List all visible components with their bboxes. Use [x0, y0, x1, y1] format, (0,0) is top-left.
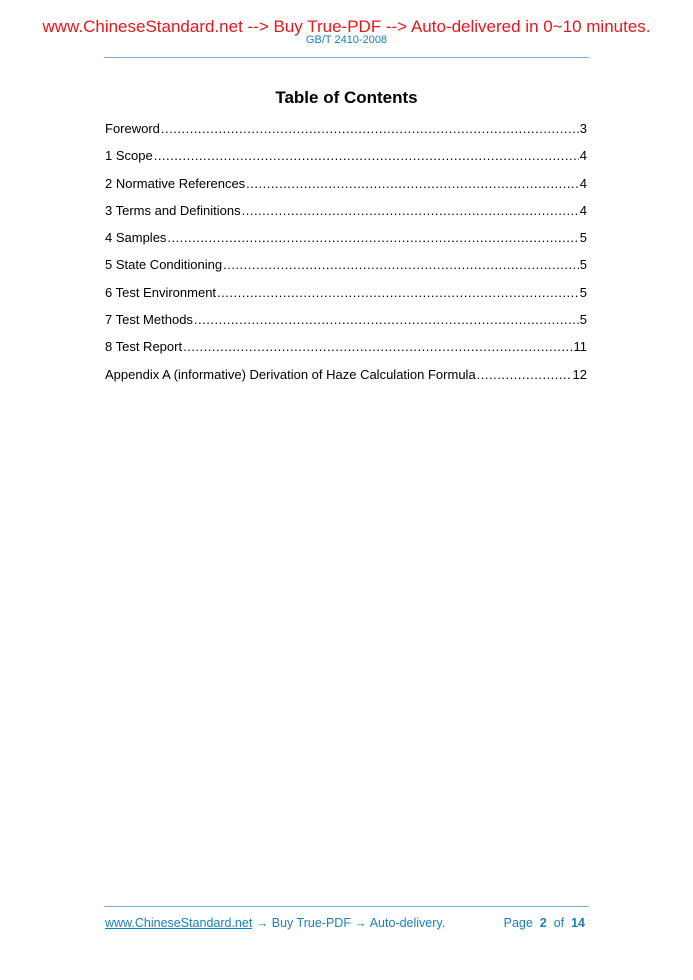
- footer-site-link[interactable]: www.ChineseStandard.net: [105, 916, 253, 930]
- toc-leader-dots: [167, 229, 578, 247]
- toc-entry-test-methods[interactable]: [105, 311, 587, 338]
- toc-leader-dots: [161, 120, 579, 138]
- toc-entry-foreword[interactable]: [105, 120, 587, 147]
- toc-entry-label: 7 Test Methods: [105, 312, 193, 328]
- toc-entry-samples[interactable]: [105, 229, 587, 256]
- page-label: Page: [503, 916, 533, 930]
- toc-entry-test-environment[interactable]: [105, 284, 587, 311]
- table-of-contents: [105, 120, 587, 393]
- toc-entry-page: 3: [579, 121, 587, 136]
- footer-buy-text: Buy True-PDF: [271, 916, 351, 930]
- toc-entry-page: 5: [579, 230, 587, 246]
- header-divider: [104, 57, 589, 58]
- toc-entry-scope[interactable]: [105, 147, 587, 174]
- toc-entry-label: 5 State Conditioning: [105, 257, 223, 273]
- toc-leader-dots: [242, 202, 579, 220]
- toc-leader-dots: [246, 175, 579, 193]
- promo-banner[interactable]: www.ChineseStandard.net --> Buy True-PDF --> Auto-delivered in 0~10 minutes.: [42, 17, 651, 36]
- toc-entry-page: 5: [579, 257, 587, 273]
- toc-leader-dots: [194, 311, 579, 329]
- toc-entry-label: Appendix A (informative) Derivation of Haze Calculation Formula: [105, 366, 476, 382]
- toc-entry-label: Foreword: [105, 121, 160, 136]
- toc-entry-page: 4: [579, 175, 587, 191]
- footer-divider: [104, 906, 589, 907]
- toc-entry-appendix-a[interactable]: [105, 366, 587, 393]
- page-indicator: [504, 915, 585, 931]
- toc-entry-page: 5: [579, 284, 587, 300]
- of-label: of: [553, 916, 565, 930]
- toc-entry-label: 3 Terms and Definitions: [105, 202, 241, 218]
- page-total: 14: [571, 916, 585, 930]
- toc-entry-page: 5: [579, 312, 587, 328]
- toc-title: Table of Contents: [275, 88, 418, 107]
- toc-leader-dots: [217, 284, 579, 302]
- document-number: GB/T 2410-2008: [305, 34, 388, 46]
- toc-entry-page: 4: [579, 202, 587, 218]
- toc-leader-dots: [154, 147, 579, 165]
- page-footer: [105, 915, 585, 931]
- toc-entry-label: 8 Test Report: [105, 339, 183, 355]
- toc-entry-state-conditioning[interactable]: [105, 256, 587, 283]
- toc-entry-test-report[interactable]: [105, 338, 587, 365]
- toc-entry-label: 2 Normative References: [105, 175, 246, 191]
- toc-entry-label: 1 Scope: [105, 148, 153, 164]
- toc-leader-dots: [223, 256, 579, 274]
- toc-leader-dots: [477, 366, 572, 384]
- arrow-right-icon: →: [350, 916, 370, 930]
- toc-entry-normative-references[interactable]: [105, 175, 587, 202]
- toc-entry-page: 12: [572, 366, 587, 382]
- toc-entry-page: 11: [573, 339, 587, 355]
- arrow-right-icon: →: [252, 916, 272, 930]
- toc-entry-label: 6 Test Environment: [105, 284, 217, 300]
- footer-delivery-text: Auto-delivery.: [369, 916, 446, 930]
- page-current: 2: [539, 916, 547, 930]
- toc-entry-label: 4 Samples: [105, 230, 167, 246]
- toc-entry-page: 4: [579, 148, 587, 164]
- toc-entry-terms-and-definitions[interactable]: [105, 202, 587, 229]
- toc-leader-dots: [183, 338, 572, 356]
